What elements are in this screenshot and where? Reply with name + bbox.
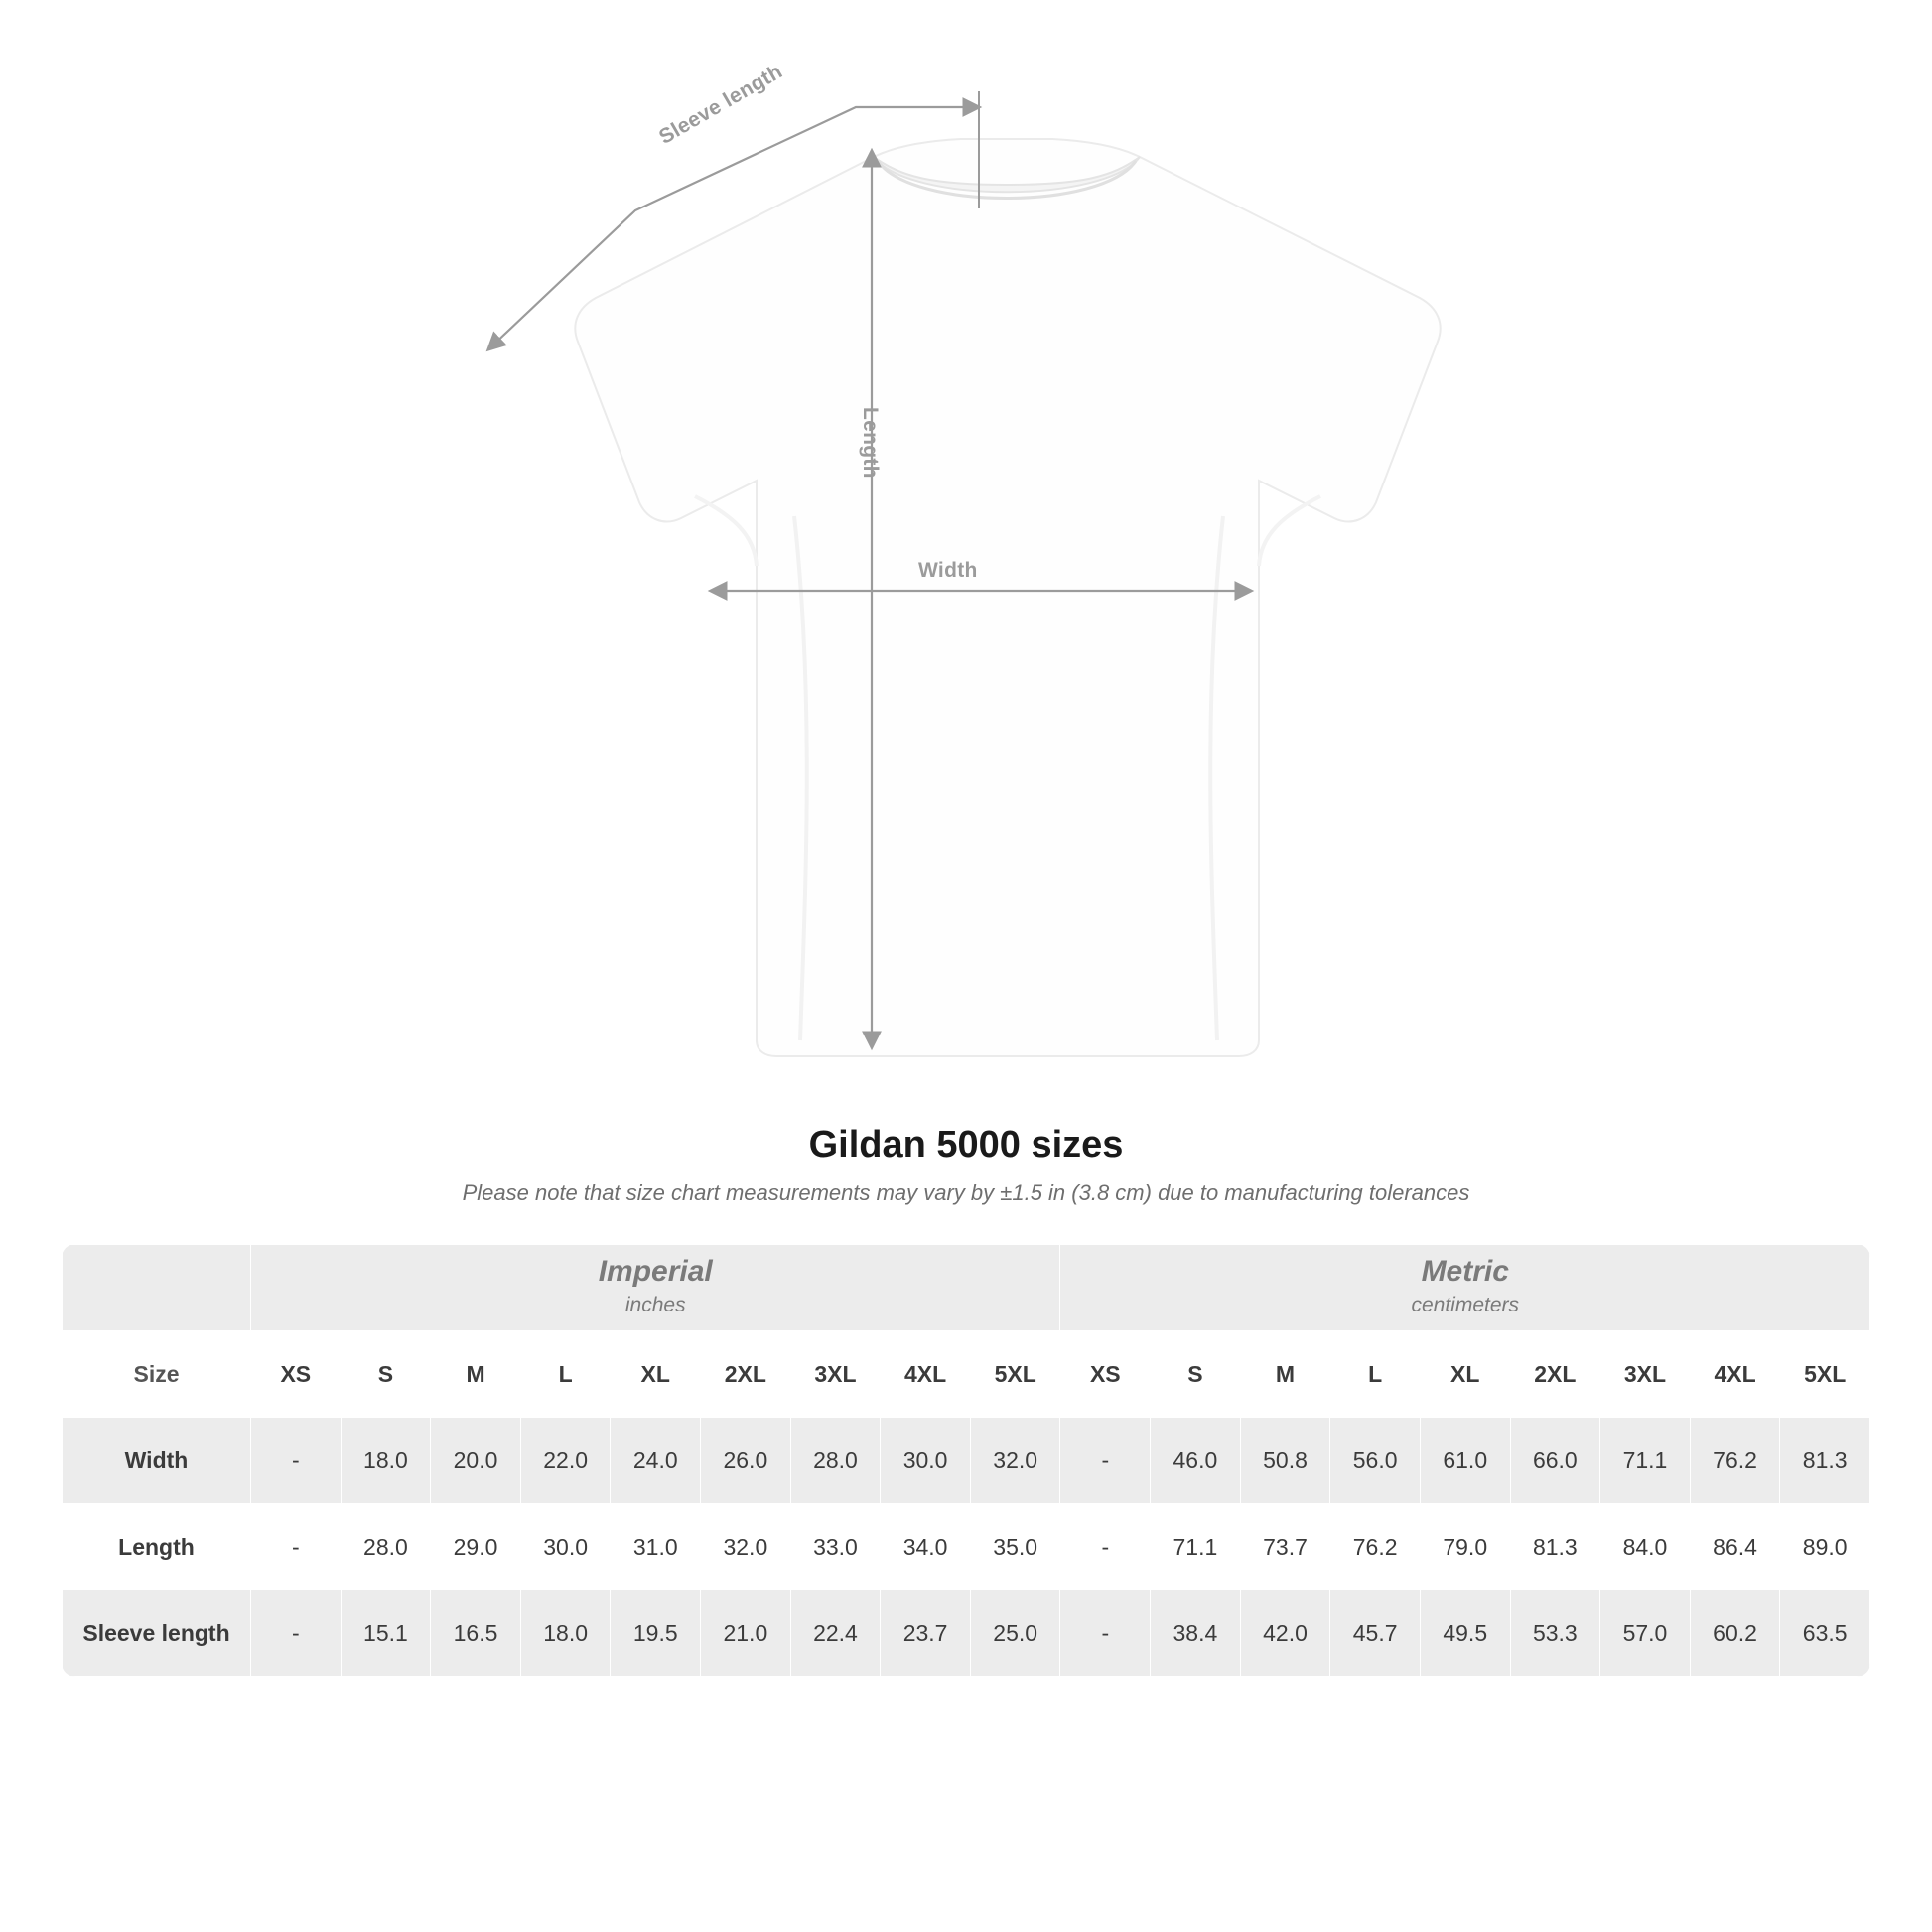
cell: - — [1060, 1504, 1151, 1590]
unit-system-label: Metric — [1421, 1255, 1509, 1288]
row-label: Sleeve length — [63, 1590, 251, 1677]
size-header-cell: S — [341, 1331, 431, 1418]
cell: 38.4 — [1151, 1590, 1241, 1677]
cell: 29.0 — [431, 1504, 521, 1590]
cell: 79.0 — [1420, 1504, 1510, 1590]
cell: 61.0 — [1420, 1418, 1510, 1504]
cell: 16.5 — [431, 1590, 521, 1677]
cell: - — [1060, 1418, 1151, 1504]
cell: 18.0 — [520, 1590, 611, 1677]
cell: 81.3 — [1780, 1418, 1870, 1504]
unit-system-label: Imperial — [598, 1255, 713, 1288]
size-header-cell: 2XL — [701, 1331, 791, 1418]
cell: 22.4 — [790, 1590, 881, 1677]
cell: 19.5 — [611, 1590, 701, 1677]
size-header-cell: 5XL — [1780, 1331, 1870, 1418]
unit-sub-label: inches — [624, 1293, 686, 1316]
title-block — [0, 1124, 1932, 1206]
cell: 56.0 — [1330, 1418, 1421, 1504]
cell: 25.0 — [970, 1590, 1060, 1677]
size-header-cell: 3XL — [790, 1331, 881, 1418]
cell: 76.2 — [1690, 1418, 1780, 1504]
cell: 89.0 — [1780, 1504, 1870, 1590]
cell: 32.0 — [970, 1418, 1060, 1504]
unit-group-imperial — [251, 1245, 1060, 1331]
cell: 42.0 — [1240, 1590, 1330, 1677]
length-label: Length — [859, 407, 882, 479]
width-label: Width — [918, 559, 978, 582]
unit-group-metric — [1060, 1245, 1870, 1331]
cell: 71.1 — [1151, 1504, 1241, 1590]
size-header-cell: L — [520, 1331, 611, 1418]
cell: - — [1060, 1590, 1151, 1677]
cell: 32.0 — [701, 1504, 791, 1590]
sleeve-length-label: Sleeve length — [655, 60, 787, 149]
tshirt-shape — [575, 139, 1440, 1056]
size-header-cell: M — [431, 1331, 521, 1418]
table-row — [63, 1590, 1870, 1677]
cell: 73.7 — [1240, 1504, 1330, 1590]
corner-cell — [63, 1245, 251, 1331]
tolerance-note: Please note that size chart measurements may vary by ±1.5 in (3.8 cm) due to manufacturing tolerances — [462, 1180, 1470, 1205]
cell: 20.0 — [431, 1418, 521, 1504]
size-header-cell: XL — [611, 1331, 701, 1418]
cell: 71.1 — [1600, 1418, 1691, 1504]
cell: 28.0 — [341, 1504, 431, 1590]
size-header-cell: XS — [251, 1331, 342, 1418]
cell: 46.0 — [1151, 1418, 1241, 1504]
cell: 57.0 — [1600, 1590, 1691, 1677]
size-header-cell: 4XL — [1690, 1331, 1780, 1418]
cell: 53.3 — [1510, 1590, 1600, 1677]
cell: 66.0 — [1510, 1418, 1600, 1504]
row-label: Length — [63, 1504, 251, 1590]
cell: 45.7 — [1330, 1590, 1421, 1677]
table-row — [63, 1504, 1870, 1590]
cell: 63.5 — [1780, 1590, 1870, 1677]
cell: 81.3 — [1510, 1504, 1600, 1590]
cell: 49.5 — [1420, 1590, 1510, 1677]
size-header-cell: 3XL — [1600, 1331, 1691, 1418]
size-header-cell: XL — [1420, 1331, 1510, 1418]
cell: 60.2 — [1690, 1590, 1780, 1677]
unit-sub-label: centimeters — [1411, 1293, 1520, 1316]
size-header-cell: 4XL — [881, 1331, 971, 1418]
size-table-wrapper — [62, 1244, 1870, 1677]
cell: - — [251, 1504, 342, 1590]
cell: 28.0 — [790, 1418, 881, 1504]
cell: 26.0 — [701, 1418, 791, 1504]
size-header-cell: M — [1240, 1331, 1330, 1418]
size-table — [62, 1244, 1870, 1677]
cell: 86.4 — [1690, 1504, 1780, 1590]
size-header-cell: L — [1330, 1331, 1421, 1418]
cell: 22.0 — [520, 1418, 611, 1504]
cell: 34.0 — [881, 1504, 971, 1590]
size-header-cell: S — [1151, 1331, 1241, 1418]
cell: 35.0 — [970, 1504, 1060, 1590]
cell: - — [251, 1590, 342, 1677]
cell: 23.7 — [881, 1590, 971, 1677]
size-header-cell: 5XL — [970, 1331, 1060, 1418]
cell: 18.0 — [341, 1418, 431, 1504]
cell: 50.8 — [1240, 1418, 1330, 1504]
cell: 31.0 — [611, 1504, 701, 1590]
cell: 30.0 — [881, 1418, 971, 1504]
cell: 30.0 — [520, 1504, 611, 1590]
row-label-header: Size — [63, 1331, 251, 1418]
size-header-cell: 2XL — [1510, 1331, 1600, 1418]
page-title: Gildan 5000 sizes — [808, 1124, 1124, 1166]
cell: 84.0 — [1600, 1504, 1691, 1590]
cell: 24.0 — [611, 1418, 701, 1504]
cell: - — [251, 1418, 342, 1504]
cell: 21.0 — [701, 1590, 791, 1677]
row-label: Width — [63, 1418, 251, 1504]
cell: 15.1 — [341, 1590, 431, 1677]
cell: 33.0 — [790, 1504, 881, 1590]
size-header-cell: XS — [1060, 1331, 1151, 1418]
table-row — [63, 1418, 1870, 1504]
cell: 76.2 — [1330, 1504, 1421, 1590]
unit-header-row — [63, 1245, 1870, 1331]
size-header-row — [63, 1331, 1870, 1418]
